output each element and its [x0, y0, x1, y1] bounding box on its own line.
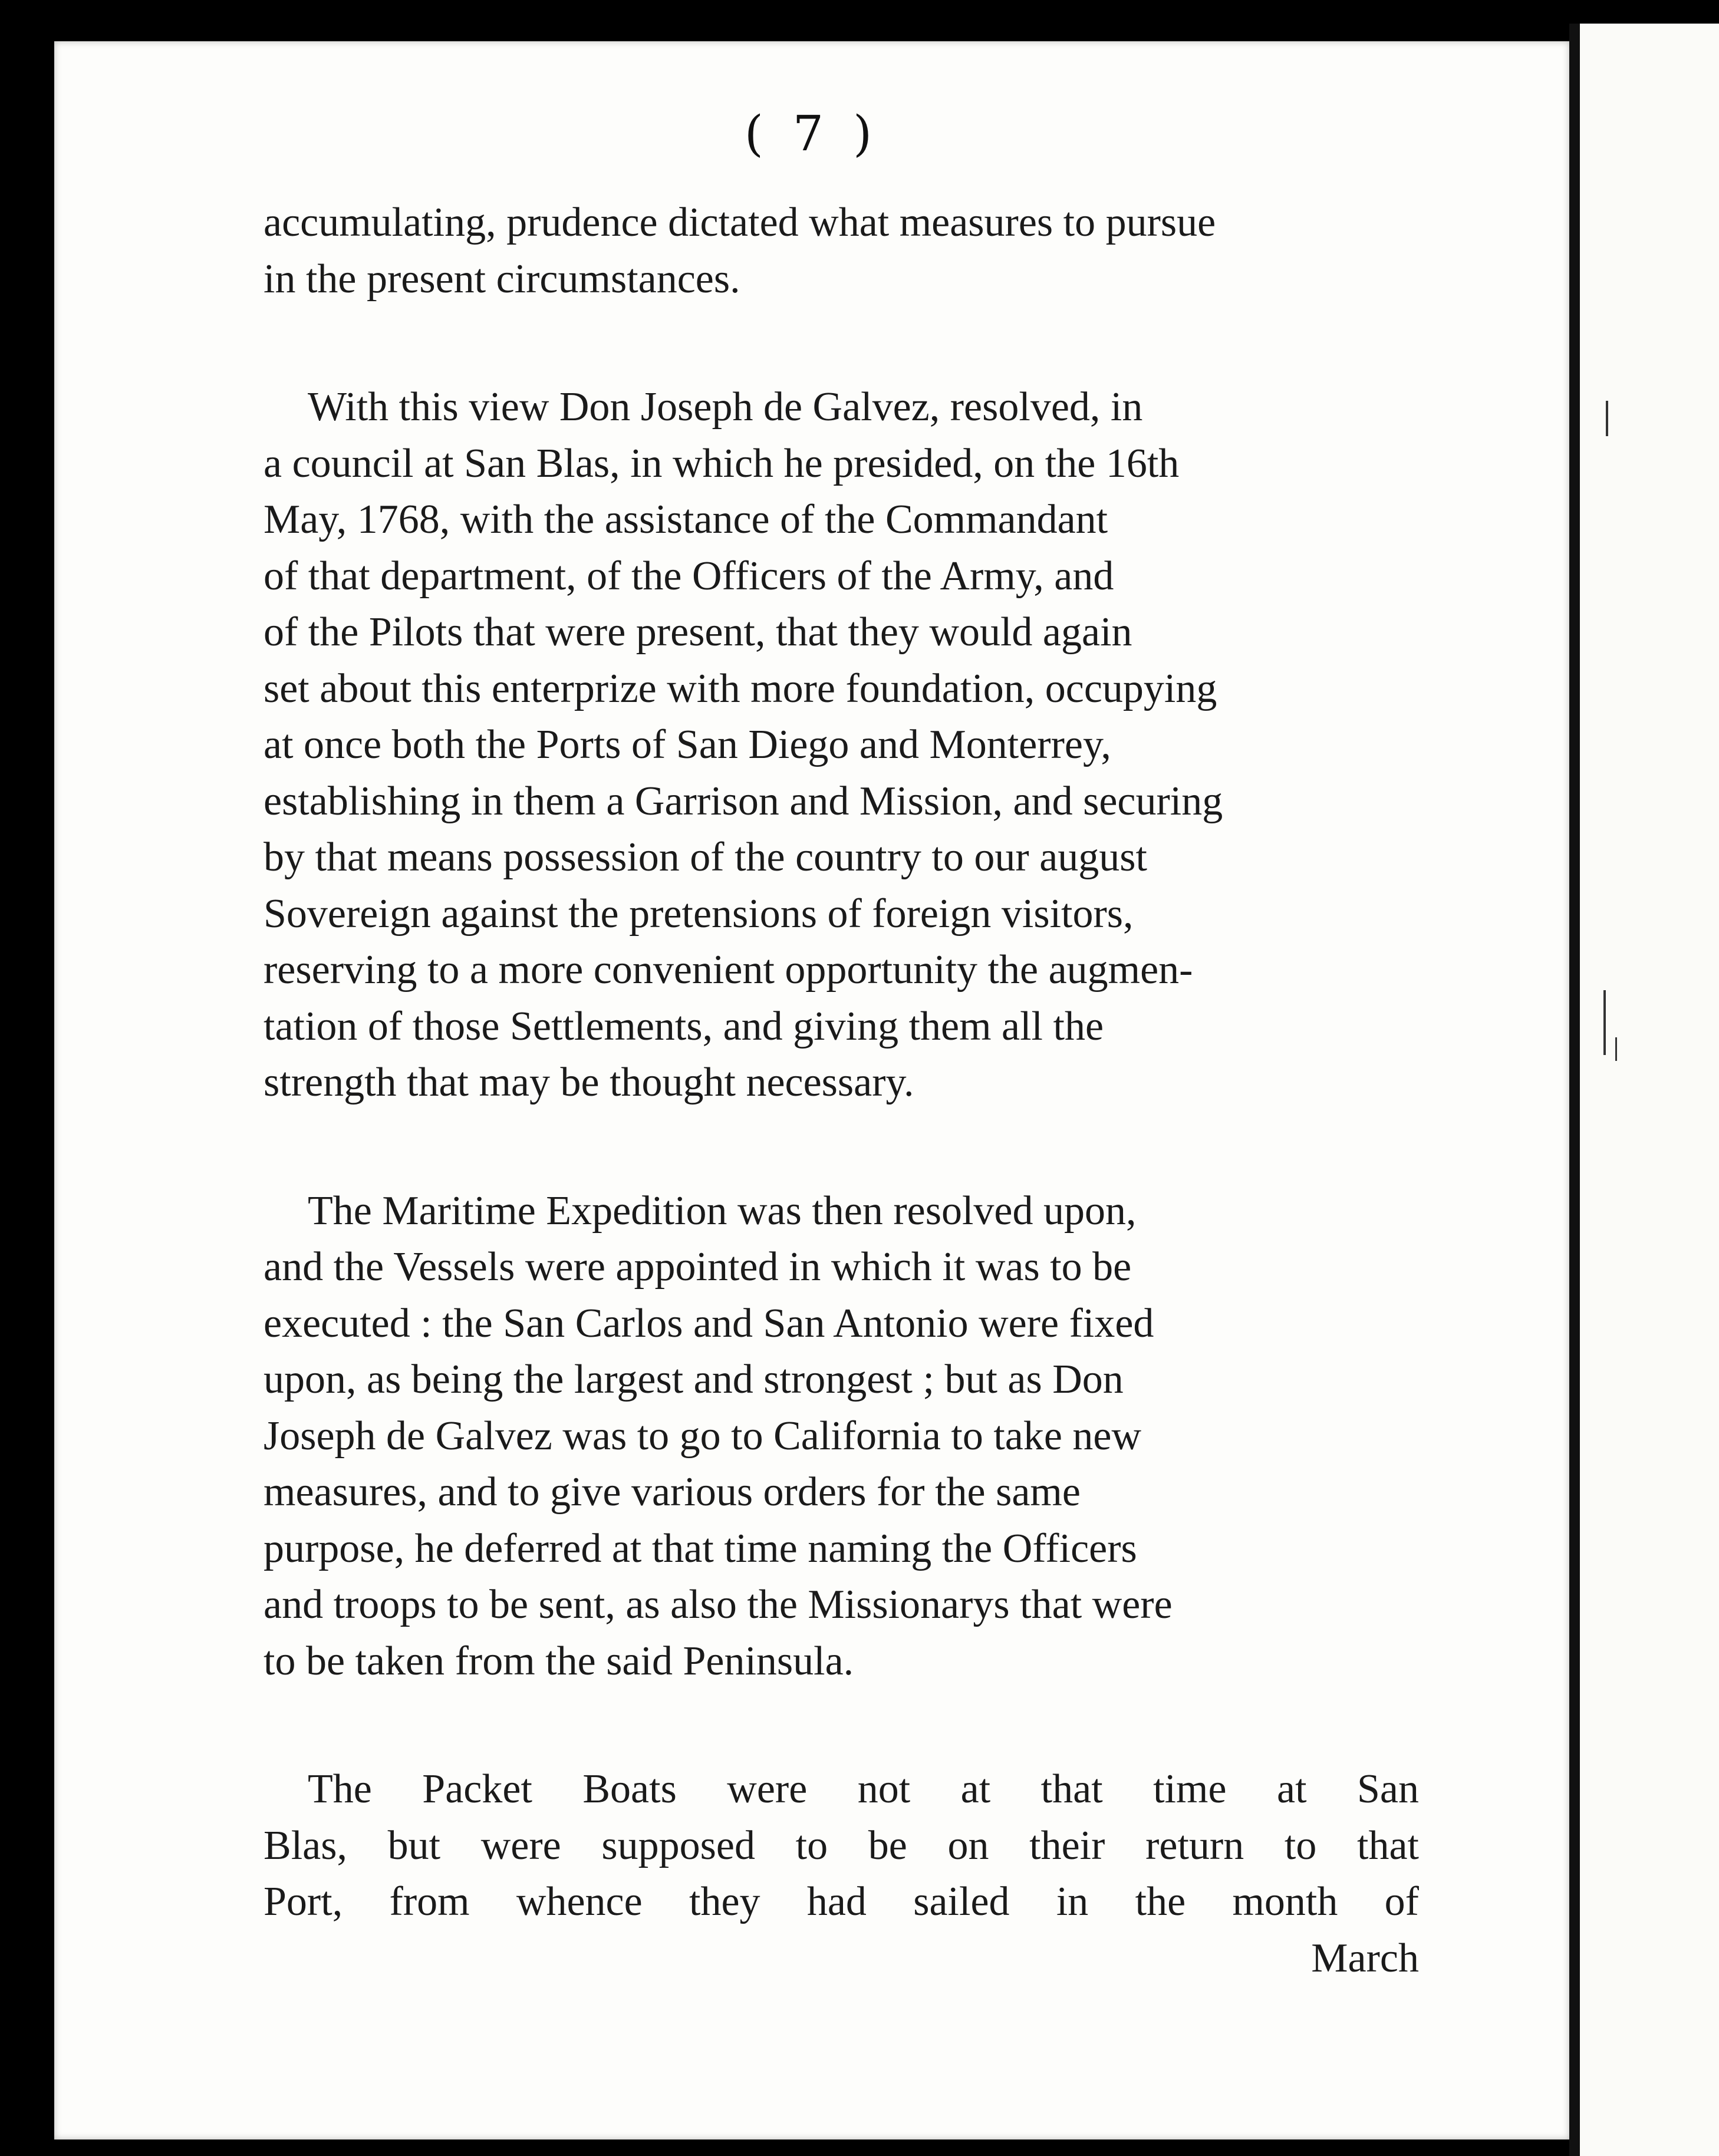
page-number: ( 7 ) — [744, 106, 880, 162]
text-line: strength that may be thought necessary. — [264, 1060, 914, 1105]
text-line: at once both the Ports of San Diego and Monterrey, — [264, 722, 1111, 767]
text-line: The Packet Boats were not at that time at San — [308, 1766, 1419, 1812]
text-line: The Maritime Expedition was then resolved upon, — [308, 1188, 1137, 1234]
text-line: purpose, he deferred at that time naming the Officers — [264, 1525, 1137, 1571]
text-line: by that means possession of the country to our august — [264, 835, 1147, 880]
text-line: a council at San Blas, in which he presided, on the 16th — [264, 440, 1180, 486]
body-text — [264, 194, 1419, 1986]
scan-speck — [1615, 1037, 1617, 1061]
text-line: Joseph de Galvez was to go to California to take new — [264, 1413, 1142, 1459]
text-line: in the present circumstances. — [264, 256, 740, 302]
text-line: accumulating, prudence dictated what measures to pursue — [264, 200, 1216, 245]
paragraph-4 — [264, 1761, 1419, 1986]
text-line: reserving to a more convenient opportunity the augmen- — [264, 947, 1193, 993]
catchword: March — [1311, 1935, 1419, 1981]
facing-page-edge — [1580, 24, 1719, 2156]
book-page — [54, 41, 1569, 2139]
paragraph-1 — [264, 194, 1419, 307]
text-line: of the Pilots that were present, that they would again — [264, 609, 1132, 655]
text-line: May, 1768, with the assistance of the Commandant — [264, 497, 1108, 542]
text-line: upon, as being the largest and strongest ; but as Don — [264, 1357, 1124, 1402]
scan-speck — [1603, 990, 1606, 1055]
text-line: tation of those Settlements, and giving them all the — [264, 1003, 1104, 1049]
text-line: establishing in them a Garrison and Mission, and securing — [264, 778, 1223, 824]
paragraph-3 — [264, 1183, 1419, 1690]
text-line: Port, from whence they had sailed in the month of — [264, 1879, 1419, 1924]
text-line: to be taken from the said Peninsula. — [264, 1638, 854, 1684]
text-line: With this view Don Joseph de Galvez, resolved, in — [308, 384, 1143, 430]
scan-speck — [1606, 401, 1608, 436]
text-line: executed : the San Carlos and San Antonio were fixed — [264, 1300, 1154, 1346]
text-line: of that department, of the Officers of the Army, and — [264, 553, 1114, 599]
page-gutter — [1569, 24, 1580, 2156]
text-line: and the Vessels were appointed in which it was to be — [264, 1244, 1132, 1290]
text-line: Blas, but were supposed to be on their return to that — [264, 1822, 1419, 1868]
paragraph-2 — [264, 379, 1419, 1111]
text-line: Sovereign against the pretensions of foreign visitors, — [264, 891, 1134, 937]
text-line: set about this enterprize with more foundation, occupying — [264, 665, 1217, 711]
text-line: measures, and to give various orders for the same — [264, 1469, 1081, 1515]
text-line: and troops to be sent, as also the Missionarys that were — [264, 1582, 1173, 1627]
